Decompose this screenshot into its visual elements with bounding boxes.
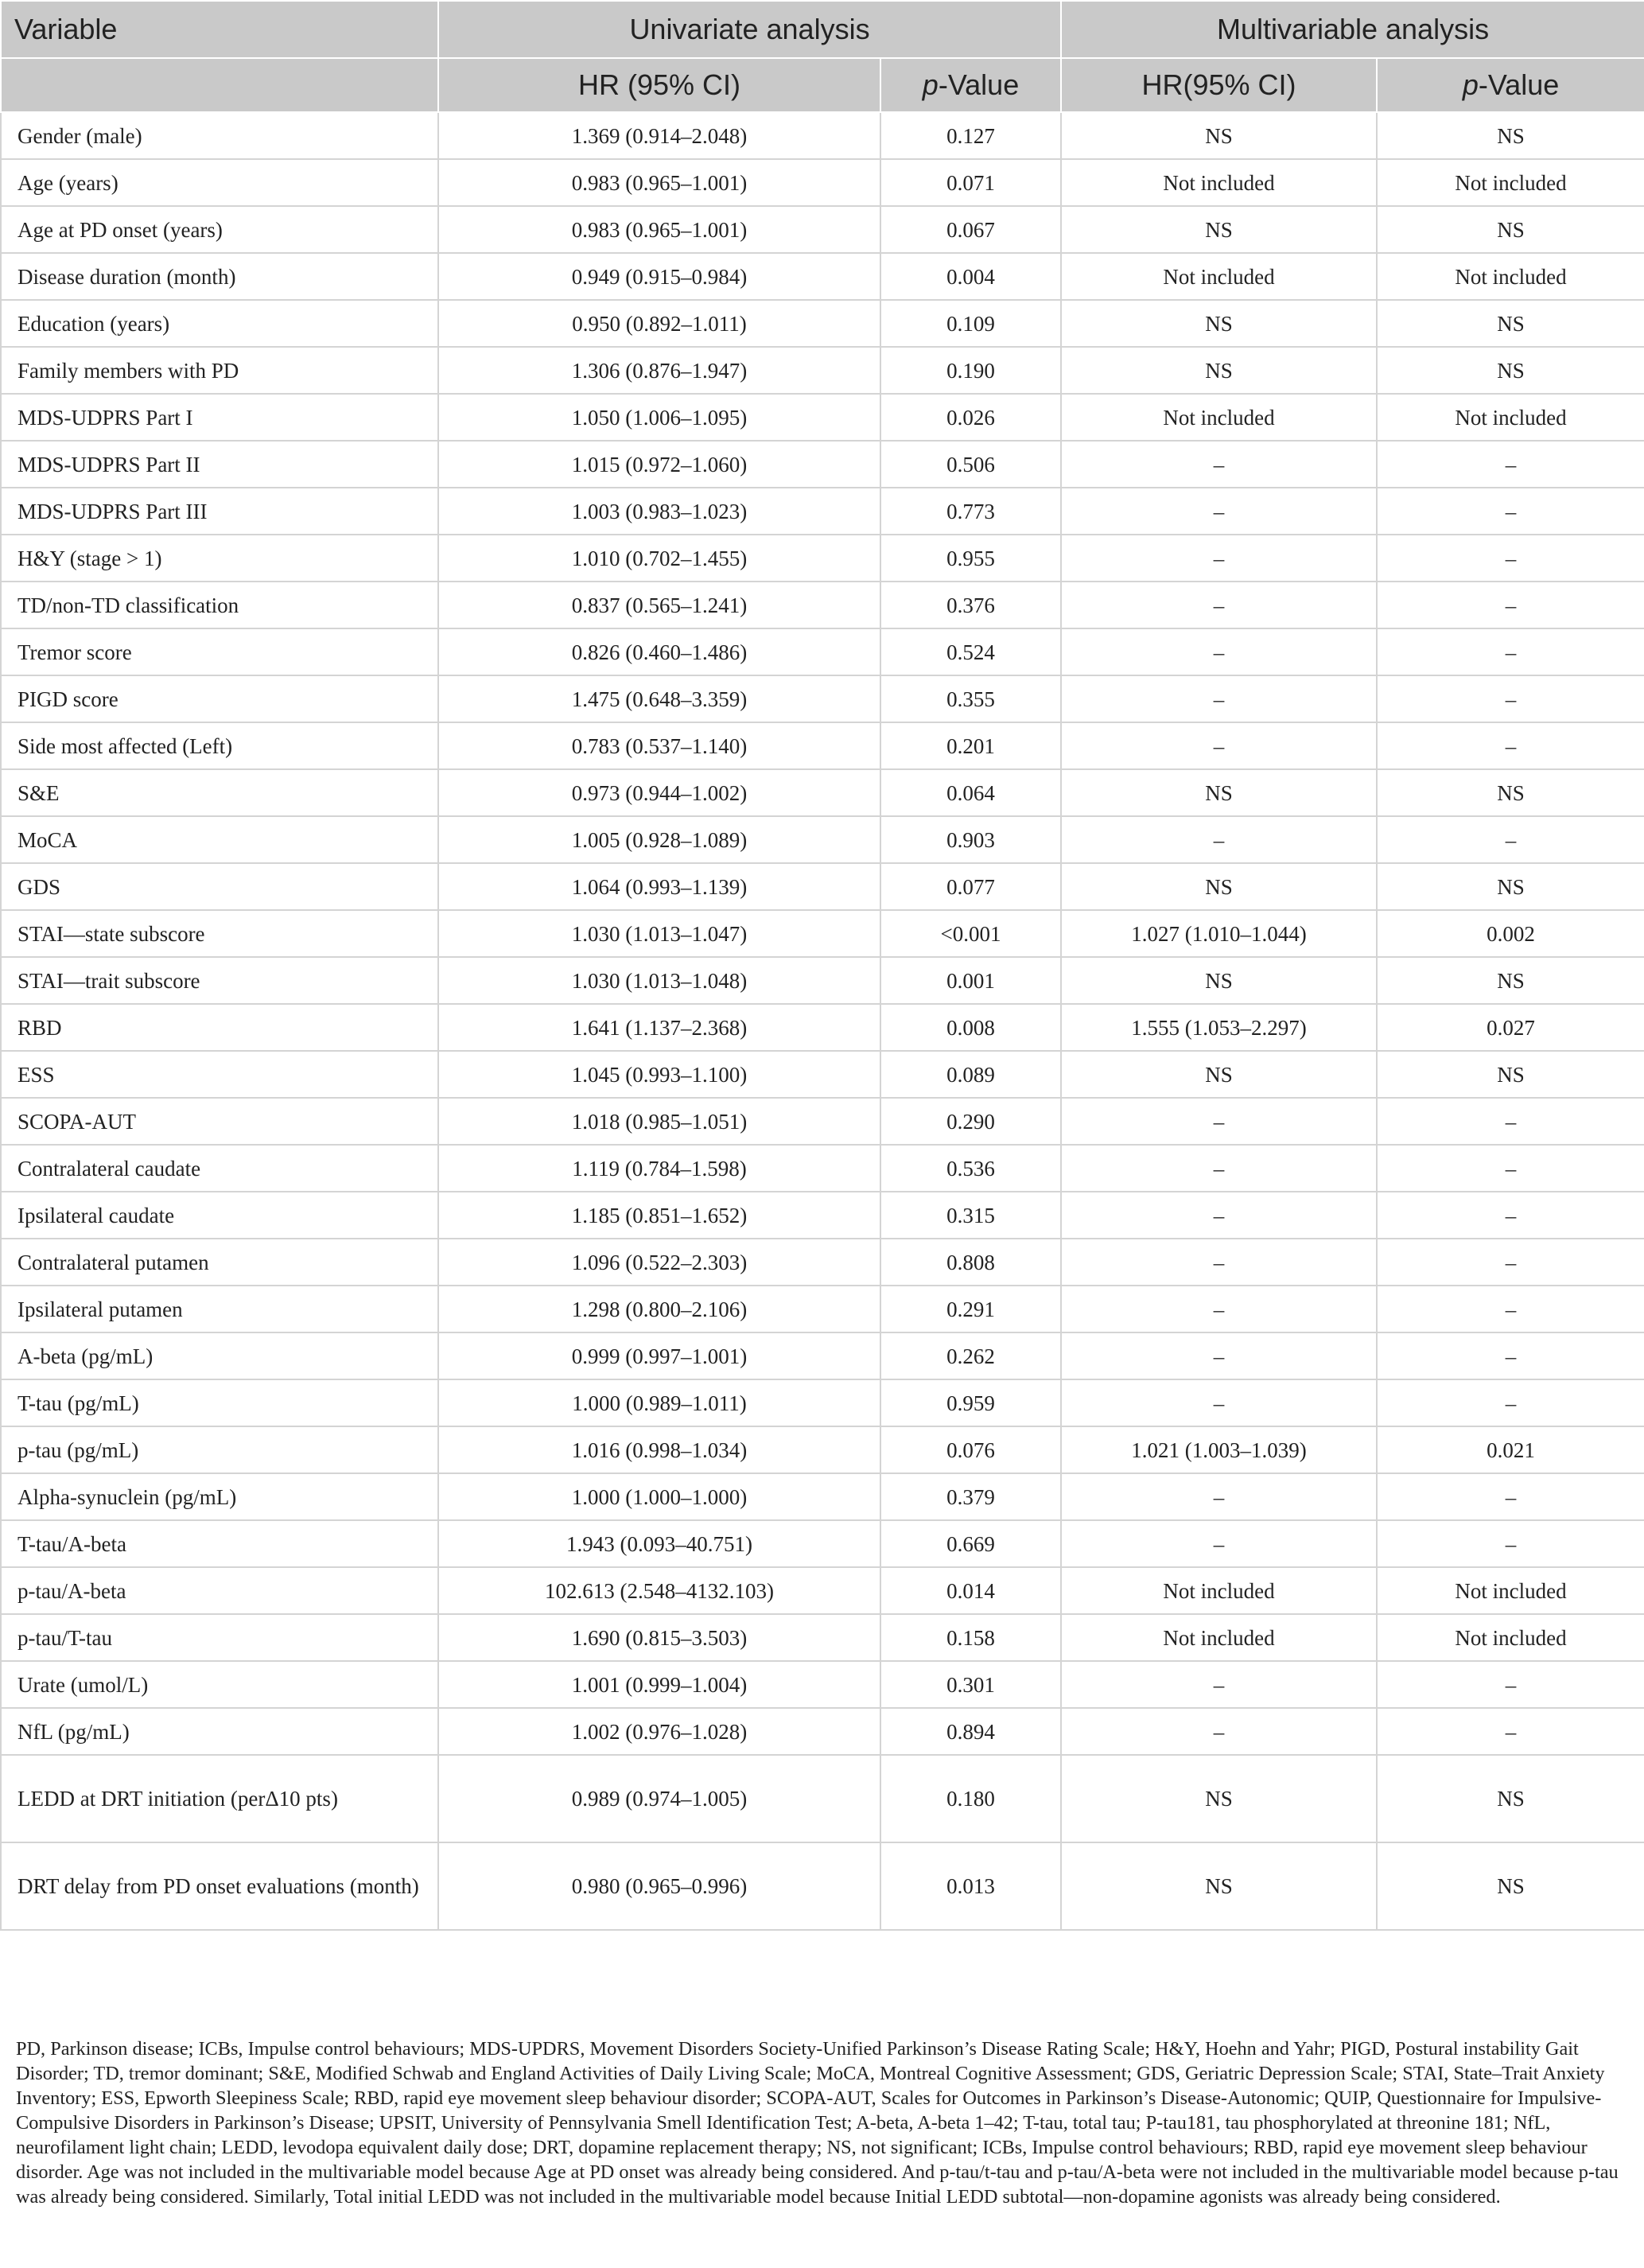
table-row (1, 1426, 1644, 1473)
cell-univariate-p: 0.506 (880, 441, 1061, 488)
cell-variable: TD/non-TD classification (1, 582, 438, 628)
cell-univariate-p: 0.089 (880, 1051, 1061, 1098)
cell-multivariable-p: NS (1377, 863, 1644, 910)
cell-multivariable-p: – (1377, 1661, 1644, 1708)
header-variable: Variable (1, 1, 438, 58)
cell-multivariable-p: Not included (1377, 394, 1644, 441)
cell-univariate-hr: 0.989 (0.974–1.005) (438, 1755, 880, 1842)
cell-univariate-hr: 1.002 (0.976–1.028) (438, 1708, 880, 1755)
cell-variable: MoCA (1, 816, 438, 863)
cell-multivariable-hr: – (1061, 488, 1377, 535)
cell-univariate-p: 0.301 (880, 1661, 1061, 1708)
cell-univariate-hr: 1.015 (0.972–1.060) (438, 441, 880, 488)
table-row (1, 722, 1644, 769)
cell-univariate-hr: 1.943 (0.093–40.751) (438, 1520, 880, 1567)
cell-multivariable-p: – (1377, 1520, 1644, 1567)
cell-multivariable-p: – (1377, 1286, 1644, 1332)
cell-univariate-hr: 1.298 (0.800–2.106) (438, 1286, 880, 1332)
table-row (1, 628, 1644, 675)
table-header (1, 1, 1644, 112)
table-row (1, 1098, 1644, 1145)
cell-variable: p-tau/T-tau (1, 1614, 438, 1661)
cell-multivariable-p: – (1377, 582, 1644, 628)
cell-variable: Contralateral putamen (1, 1239, 438, 1286)
cell-multivariable-hr: NS (1061, 112, 1377, 159)
cell-univariate-p: 0.158 (880, 1614, 1061, 1661)
header-multi-p-suffix: -Value (1478, 68, 1560, 101)
cell-univariate-hr: 1.475 (0.648–3.359) (438, 675, 880, 722)
table-row (1, 582, 1644, 628)
cell-multivariable-hr: – (1061, 1145, 1377, 1192)
cell-multivariable-p: – (1377, 441, 1644, 488)
table-row (1, 441, 1644, 488)
table-row (1, 159, 1644, 206)
table-row (1, 1755, 1644, 1842)
cell-multivariable-hr: – (1061, 1379, 1377, 1426)
cell-univariate-hr: 1.000 (1.000–1.000) (438, 1473, 880, 1520)
cell-univariate-hr: 1.030 (1.013–1.047) (438, 910, 880, 957)
cell-variable: T-tau (pg/mL) (1, 1379, 438, 1426)
cell-variable: p-tau (pg/mL) (1, 1426, 438, 1473)
cell-univariate-hr: 102.613 (2.548–4132.103) (438, 1567, 880, 1614)
cell-multivariable-p: – (1377, 1239, 1644, 1286)
cell-multivariable-p: – (1377, 1145, 1644, 1192)
cell-multivariable-p: 0.027 (1377, 1004, 1644, 1051)
table-row (1, 1004, 1644, 1051)
cell-univariate-p: 0.067 (880, 206, 1061, 253)
cell-univariate-p: 0.669 (880, 1520, 1061, 1567)
cell-univariate-p: 0.190 (880, 347, 1061, 394)
cell-multivariable-hr: – (1061, 1661, 1377, 1708)
table-row (1, 1145, 1644, 1192)
cell-multivariable-hr: – (1061, 1286, 1377, 1332)
cell-multivariable-hr: NS (1061, 1842, 1377, 1930)
table-row (1, 675, 1644, 722)
cell-univariate-hr: 1.016 (0.998–1.034) (438, 1426, 880, 1473)
cell-univariate-hr: 1.185 (0.851–1.652) (438, 1192, 880, 1239)
cell-variable: MDS-UDPRS Part II (1, 441, 438, 488)
cell-multivariable-p: – (1377, 535, 1644, 582)
cell-univariate-p: 0.109 (880, 300, 1061, 347)
table-row (1, 1661, 1644, 1708)
cell-variable: Tremor score (1, 628, 438, 675)
cell-multivariable-p: NS (1377, 347, 1644, 394)
cell-univariate-hr: 1.000 (0.989–1.011) (438, 1379, 880, 1426)
cell-variable: MDS-UDPRS Part I (1, 394, 438, 441)
cell-univariate-hr: 1.018 (0.985–1.051) (438, 1098, 880, 1145)
cell-multivariable-p: NS (1377, 206, 1644, 253)
cell-univariate-hr: 1.306 (0.876–1.947) (438, 347, 880, 394)
cell-univariate-p: 0.955 (880, 535, 1061, 582)
cell-variable: PIGD score (1, 675, 438, 722)
cell-variable: Ipsilateral putamen (1, 1286, 438, 1332)
header-row-columns (1, 58, 1644, 112)
cell-univariate-p: 0.773 (880, 488, 1061, 535)
cell-multivariable-hr: NS (1061, 347, 1377, 394)
cell-multivariable-p: NS (1377, 1755, 1644, 1842)
table-row (1, 394, 1644, 441)
cell-multivariable-hr: – (1061, 722, 1377, 769)
cell-multivariable-hr: – (1061, 1520, 1377, 1567)
cell-multivariable-hr: – (1061, 1332, 1377, 1379)
cell-multivariable-hr: – (1061, 1098, 1377, 1145)
cell-multivariable-p: – (1377, 1192, 1644, 1239)
cell-univariate-hr: 1.001 (0.999–1.004) (438, 1661, 880, 1708)
header-multi-p-letter: p (1462, 68, 1479, 101)
cell-variable: S&E (1, 769, 438, 816)
table-row (1, 535, 1644, 582)
cell-variable: Age at PD onset (years) (1, 206, 438, 253)
cell-multivariable-hr: NS (1061, 769, 1377, 816)
cell-multivariable-p: – (1377, 722, 1644, 769)
cell-multivariable-p: – (1377, 1332, 1644, 1379)
table-row (1, 769, 1644, 816)
cell-variable: Alpha-synuclein (pg/mL) (1, 1473, 438, 1520)
cell-univariate-p: 0.959 (880, 1379, 1061, 1426)
cell-variable: SCOPA-AUT (1, 1098, 438, 1145)
header-row-groups (1, 1, 1644, 58)
cell-variable: Education (years) (1, 300, 438, 347)
cell-variable: Disease duration (month) (1, 253, 438, 300)
cell-univariate-p: 0.315 (880, 1192, 1061, 1239)
cell-variable: STAI—trait subscore (1, 957, 438, 1004)
cell-multivariable-hr: 1.021 (1.003–1.039) (1061, 1426, 1377, 1473)
cell-multivariable-hr: NS (1061, 957, 1377, 1004)
cell-univariate-p: 0.001 (880, 957, 1061, 1004)
cell-variable: Gender (male) (1, 112, 438, 159)
cell-univariate-hr: 1.119 (0.784–1.598) (438, 1145, 880, 1192)
cell-multivariable-hr: NS (1061, 206, 1377, 253)
cell-univariate-p: 0.026 (880, 394, 1061, 441)
table-row (1, 206, 1644, 253)
cell-variable: Side most affected (Left) (1, 722, 438, 769)
cell-univariate-hr: 1.003 (0.983–1.023) (438, 488, 880, 535)
table-row (1, 1708, 1644, 1755)
cell-univariate-p: 0.127 (880, 112, 1061, 159)
cell-variable: GDS (1, 863, 438, 910)
cell-univariate-p: 0.201 (880, 722, 1061, 769)
cell-univariate-p: 0.064 (880, 769, 1061, 816)
cell-univariate-hr: 0.826 (0.460–1.486) (438, 628, 880, 675)
cell-univariate-p: 0.014 (880, 1567, 1061, 1614)
cell-multivariable-p: 0.021 (1377, 1426, 1644, 1473)
cell-univariate-hr: 1.064 (0.993–1.139) (438, 863, 880, 910)
cell-univariate-p: 0.180 (880, 1755, 1061, 1842)
table-row (1, 910, 1644, 957)
cell-univariate-hr: 1.050 (1.006–1.095) (438, 394, 880, 441)
cell-univariate-p: 0.894 (880, 1708, 1061, 1755)
header-multivariable-analysis: Multivariable analysis (1061, 1, 1644, 58)
cell-variable: DRT delay from PD onset evaluations (month) (1, 1842, 438, 1930)
cell-variable: Ipsilateral caudate (1, 1192, 438, 1239)
table-row (1, 816, 1644, 863)
table-row (1, 1051, 1644, 1098)
cell-univariate-p: 0.004 (880, 253, 1061, 300)
cell-variable: p-tau/A-beta (1, 1567, 438, 1614)
cell-univariate-hr: 0.949 (0.915–0.984) (438, 253, 880, 300)
cell-univariate-hr: 1.030 (1.013–1.048) (438, 957, 880, 1004)
cell-multivariable-hr: Not included (1061, 394, 1377, 441)
cell-univariate-hr: 0.980 (0.965–0.996) (438, 1842, 880, 1930)
header-multi-p-value (1377, 58, 1644, 112)
table-row (1, 1332, 1644, 1379)
cell-univariate-hr: 0.983 (0.965–1.001) (438, 159, 880, 206)
cell-univariate-hr: 0.983 (0.965–1.001) (438, 206, 880, 253)
cell-univariate-p: 0.008 (880, 1004, 1061, 1051)
cell-multivariable-hr: – (1061, 816, 1377, 863)
cell-univariate-hr: 1.045 (0.993–1.100) (438, 1051, 880, 1098)
header-uni-p-value (880, 58, 1061, 112)
cell-multivariable-p: Not included (1377, 1567, 1644, 1614)
cell-multivariable-hr: – (1061, 1239, 1377, 1286)
table-row (1, 112, 1644, 159)
cell-multivariable-hr: – (1061, 1708, 1377, 1755)
cell-multivariable-hr: NS (1061, 1051, 1377, 1098)
table-row (1, 1473, 1644, 1520)
header-univariate-analysis: Univariate analysis (438, 1, 1061, 58)
cell-multivariable-hr: NS (1061, 1755, 1377, 1842)
cell-multivariable-hr: Not included (1061, 1614, 1377, 1661)
header-uni-p-suffix: -Value (938, 68, 1020, 101)
cell-univariate-p: <0.001 (880, 910, 1061, 957)
cell-multivariable-p: NS (1377, 1842, 1644, 1930)
cell-multivariable-hr: 1.555 (1.053–2.297) (1061, 1004, 1377, 1051)
cell-variable: Family members with PD (1, 347, 438, 394)
cell-multivariable-hr: – (1061, 1192, 1377, 1239)
table-footnote: PD, Parkinson disease; ICBs, Impulse control behaviours; MDS-UPDRS, Movement Disorders Society-Unified Parkinson’s Disease Rating Scale; H&Y, Hoehn and Yahr; PIGD, Postural instability Gait Disorder; TD, tremor dominant; S&E, Modified Schwab and England Activities of Daily Living Scale; MoCA, Montreal Cognitive Assessment; GDS, Geriatric Depression Scale; STAI, State–Trait Anxiety Inventory; ESS, Epworth Sleepiness Scale; RBD, rapid eye movement sleep behaviour disorder; SCOPA-AUT, Scales for Outcomes in Parkinson’s Disease-Autonomic; QUIP, Questionnaire for Impulsive-Compulsive Disorders in Parkinson’s Disease; UPSIT, University of Pennsylvania Smell Identification Test; A-beta, A-beta 1–42; T-tau, total tau; P-tau181, tau phosphorylated at threonine 181; NfL, neurofilament light chain; LEDD, levodopa equivalent daily dose; DRT, dopamine replacement therapy; NS, not significant; ICBs, Impulse control behaviours; RBD, rapid eye movement sleep behaviour disorder. Age was not included in the multivariable model because Age at PD onset was already being considered. And p-tau/t-tau and p-tau/A-beta were not included in the multivariable model because p-tau was already being considered. Similarly, Total initial LEDD was not included in the multivariable model because Initial LEDD subtotal—non-dopamine agonists was already being considered. (16, 2038, 1619, 2208)
cell-univariate-p: 0.376 (880, 582, 1061, 628)
cell-univariate-p: 0.076 (880, 1426, 1061, 1473)
cell-multivariable-p: – (1377, 1708, 1644, 1755)
table-row (1, 488, 1644, 535)
cell-multivariable-p: – (1377, 488, 1644, 535)
cell-multivariable-hr: – (1061, 675, 1377, 722)
cell-multivariable-p: Not included (1377, 1614, 1644, 1661)
cell-univariate-p: 0.290 (880, 1098, 1061, 1145)
cell-multivariable-hr: Not included (1061, 1567, 1377, 1614)
table-row (1, 347, 1644, 394)
cell-multivariable-p: NS (1377, 112, 1644, 159)
cell-univariate-hr: 0.837 (0.565–1.241) (438, 582, 880, 628)
cell-variable: LEDD at DRT initiation (perΔ10 pts) (1, 1755, 438, 1842)
cell-univariate-p: 0.077 (880, 863, 1061, 910)
cell-multivariable-hr: – (1061, 535, 1377, 582)
cell-multivariable-p: NS (1377, 1051, 1644, 1098)
table-row (1, 1842, 1644, 1930)
cell-variable: T-tau/A-beta (1, 1520, 438, 1567)
table-row (1, 1567, 1644, 1614)
cell-univariate-hr: 1.010 (0.702–1.455) (438, 535, 880, 582)
header-blank (1, 58, 438, 112)
cell-variable: RBD (1, 1004, 438, 1051)
cell-variable: NfL (pg/mL) (1, 1708, 438, 1755)
cell-univariate-p: 0.071 (880, 159, 1061, 206)
cell-multivariable-p: NS (1377, 769, 1644, 816)
cell-variable: H&Y (stage > 1) (1, 535, 438, 582)
cell-univariate-p: 0.291 (880, 1286, 1061, 1332)
cell-multivariable-p: Not included (1377, 253, 1644, 300)
cell-univariate-p: 0.355 (880, 675, 1061, 722)
cell-univariate-hr: 1.641 (1.137–2.368) (438, 1004, 880, 1051)
cell-multivariable-hr: Not included (1061, 159, 1377, 206)
cell-multivariable-p: – (1377, 1098, 1644, 1145)
header-uni-hr: HR (95% CI) (438, 58, 880, 112)
cell-univariate-p: 0.379 (880, 1473, 1061, 1520)
table-row (1, 253, 1644, 300)
cell-univariate-hr: 1.096 (0.522–2.303) (438, 1239, 880, 1286)
cell-univariate-p: 0.524 (880, 628, 1061, 675)
cell-univariate-p: 0.808 (880, 1239, 1061, 1286)
cell-univariate-hr: 1.369 (0.914–2.048) (438, 112, 880, 159)
table-row (1, 957, 1644, 1004)
header-multi-hr: HR(95% CI) (1061, 58, 1377, 112)
cell-multivariable-p: – (1377, 1473, 1644, 1520)
cell-univariate-p: 0.903 (880, 816, 1061, 863)
cell-multivariable-p: – (1377, 816, 1644, 863)
cell-multivariable-hr: – (1061, 628, 1377, 675)
table-row (1, 1379, 1644, 1426)
table-row (1, 1239, 1644, 1286)
table-row (1, 863, 1644, 910)
cell-univariate-p: 0.013 (880, 1842, 1061, 1930)
cell-univariate-hr: 0.973 (0.944–1.002) (438, 769, 880, 816)
cell-multivariable-p: – (1377, 675, 1644, 722)
cell-univariate-hr: 0.950 (0.892–1.011) (438, 300, 880, 347)
cell-multivariable-hr: NS (1061, 863, 1377, 910)
cell-variable: STAI—state subscore (1, 910, 438, 957)
table-body (1, 112, 1644, 1930)
cell-multivariable-p: NS (1377, 957, 1644, 1004)
cell-univariate-p: 0.536 (880, 1145, 1061, 1192)
cell-variable: A-beta (pg/mL) (1, 1332, 438, 1379)
cell-variable: Urate (umol/L) (1, 1661, 438, 1708)
table-row (1, 1192, 1644, 1239)
cell-multivariable-hr: 1.027 (1.010–1.044) (1061, 910, 1377, 957)
cell-multivariable-p: 0.002 (1377, 910, 1644, 957)
cell-univariate-hr: 0.999 (0.997–1.001) (438, 1332, 880, 1379)
cell-multivariable-p: NS (1377, 300, 1644, 347)
cell-variable: MDS-UDPRS Part III (1, 488, 438, 535)
cell-multivariable-hr: – (1061, 1473, 1377, 1520)
table-row (1, 1614, 1644, 1661)
cell-multivariable-p: Not included (1377, 159, 1644, 206)
cell-variable: Contralateral caudate (1, 1145, 438, 1192)
cell-multivariable-hr: NS (1061, 300, 1377, 347)
header-uni-p-letter: p (922, 68, 939, 101)
table-row (1, 1286, 1644, 1332)
table-row (1, 1520, 1644, 1567)
cell-univariate-hr: 1.690 (0.815–3.503) (438, 1614, 880, 1661)
cell-multivariable-p: – (1377, 1379, 1644, 1426)
cell-multivariable-hr: – (1061, 441, 1377, 488)
table-row (1, 300, 1644, 347)
cell-univariate-hr: 0.783 (0.537–1.140) (438, 722, 880, 769)
cell-univariate-hr: 1.005 (0.928–1.089) (438, 816, 880, 863)
cell-univariate-p: 0.262 (880, 1332, 1061, 1379)
cell-multivariable-hr: Not included (1061, 253, 1377, 300)
cell-multivariable-p: – (1377, 628, 1644, 675)
cell-variable: Age (years) (1, 159, 438, 206)
cell-variable: ESS (1, 1051, 438, 1098)
cell-multivariable-hr: – (1061, 582, 1377, 628)
